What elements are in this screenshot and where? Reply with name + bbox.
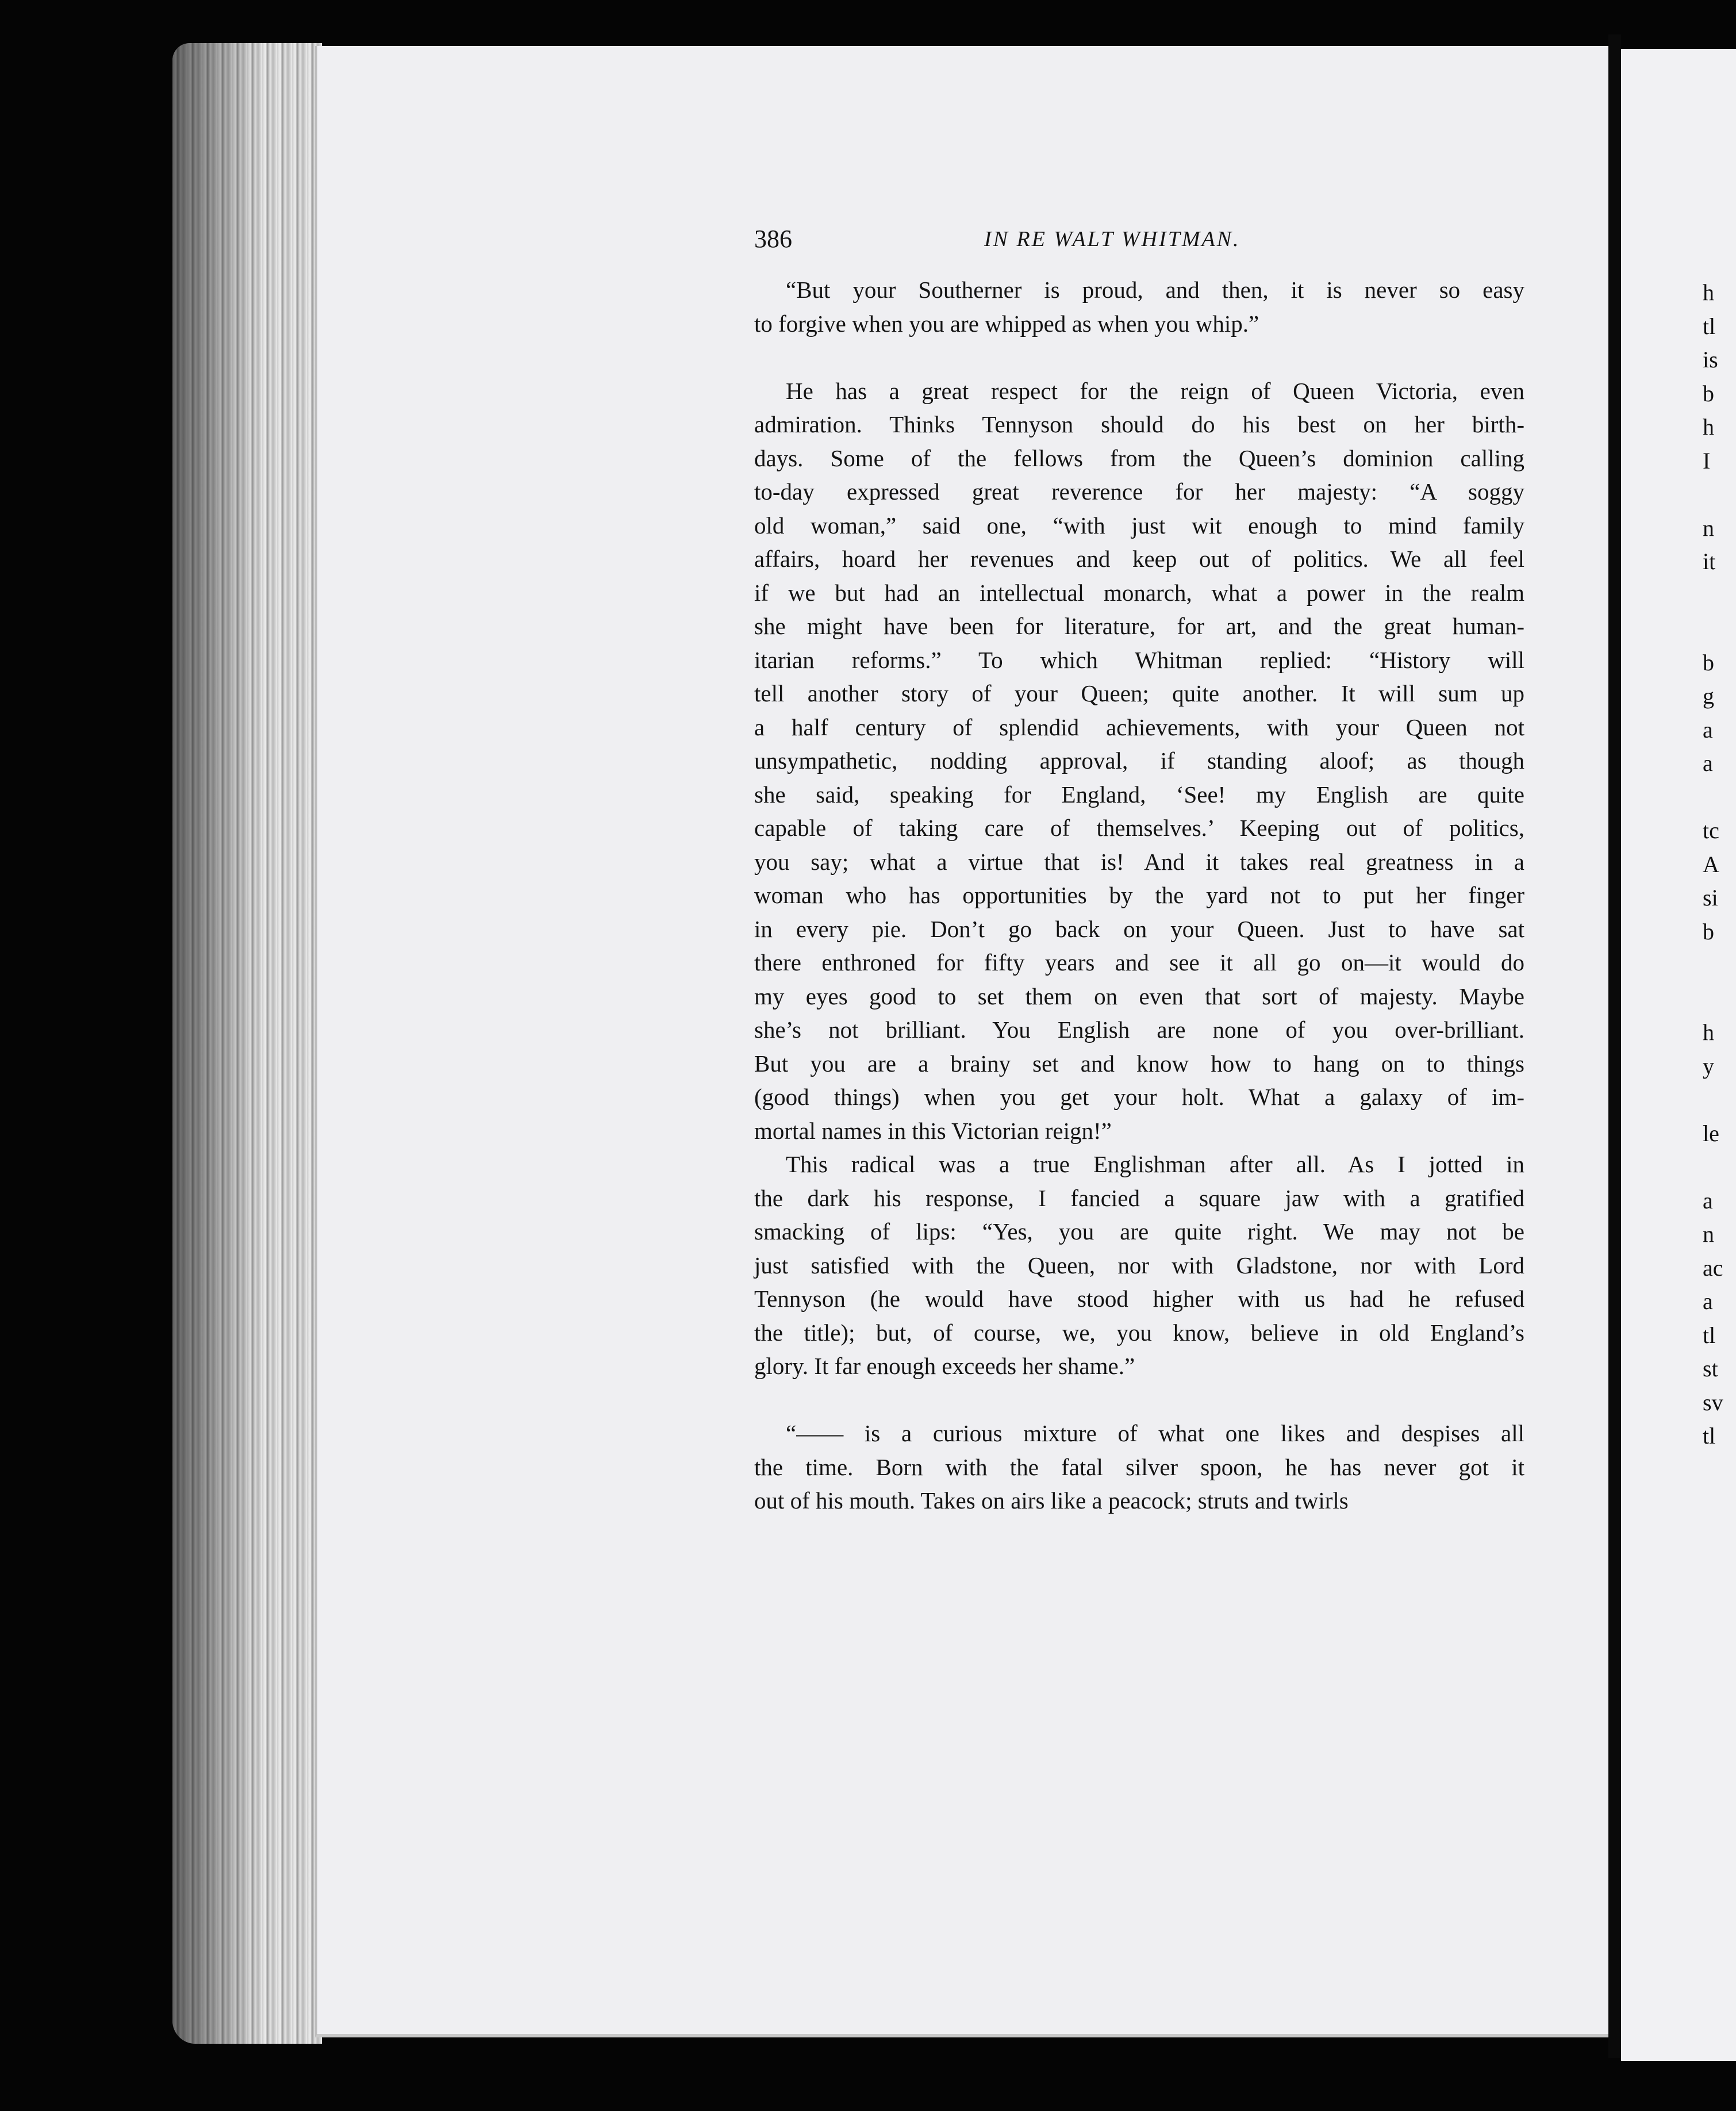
facing-fragment bbox=[1703, 781, 1736, 815]
text-line: admiration. Thinks Tennyson should do his best on her birth- bbox=[754, 411, 1524, 437]
facing-fragment: n bbox=[1703, 515, 1714, 541]
text-line: the dark his response, I fancied a square jaw with a gratified bbox=[754, 1184, 1524, 1211]
facing-fragment: n bbox=[1703, 1221, 1714, 1247]
facing-fragment bbox=[1703, 1083, 1736, 1117]
paragraph-gap bbox=[754, 340, 1524, 374]
text-line: a half century of splendid achievements, with your Queen not bbox=[754, 713, 1524, 740]
facing-fragment: h bbox=[1703, 414, 1714, 440]
text-line: my eyes good to set them on even that sort of majesty. Maybe bbox=[754, 982, 1524, 1010]
facing-fragment: le bbox=[1703, 1120, 1719, 1146]
text-line: He has a great respect for the reign of Queen Victoria, even bbox=[786, 377, 1524, 404]
facing-fragment: a bbox=[1703, 750, 1713, 776]
text-line: itarian reforms.” To which Whitman replied: “History will bbox=[754, 646, 1524, 673]
facing-fragment: ac bbox=[1703, 1254, 1723, 1281]
text-line: out of his mouth. Takes on airs like a peacock; struts and twirls bbox=[754, 1487, 1349, 1514]
facing-fragment: tl bbox=[1703, 313, 1716, 339]
facing-fragment: b bbox=[1703, 649, 1714, 675]
facing-fragment: tl bbox=[1703, 1423, 1716, 1449]
text-line: affairs, hoard her revenues and keep out of politics. We all feel bbox=[754, 546, 1524, 572]
page-body-text bbox=[754, 273, 1524, 1518]
facing-fragment bbox=[1703, 478, 1736, 512]
facing-fragment bbox=[1703, 579, 1736, 613]
text-line: just satisfied with the Queen, nor with Gladstone, nor with Lord bbox=[754, 1252, 1524, 1279]
facing-fragment: g bbox=[1703, 683, 1714, 709]
facing-fragment bbox=[1703, 982, 1736, 1016]
facing-page-text-fragments bbox=[1703, 276, 1736, 1453]
text-line: you say; what a virtue that is! And it takes real greatness in a bbox=[754, 848, 1524, 875]
text-line: tell another story of your Queen; quite another. It will sum up bbox=[754, 680, 1524, 707]
text-line: there enthroned for fifty years and see it all go on—it would do bbox=[754, 949, 1524, 976]
text-line: But you are a brainy set and know how to hang on to things bbox=[754, 1050, 1524, 1077]
facing-fragment: b bbox=[1703, 380, 1714, 406]
facing-fragment: a bbox=[1703, 716, 1713, 743]
facing-fragment: h bbox=[1703, 1019, 1714, 1045]
text-line: This radical was a true Englishman after all. As I jotted in bbox=[786, 1151, 1524, 1177]
facing-fragment: si bbox=[1703, 885, 1718, 911]
facing-fragment bbox=[1703, 612, 1736, 646]
facing-fragment bbox=[1703, 949, 1736, 982]
text-line: unsympathetic, nodding approval, if standing aloof; as though bbox=[754, 747, 1524, 774]
facing-fragment: sv bbox=[1703, 1389, 1723, 1415]
text-line: old woman,” said one, “with just wit enough to mind family bbox=[754, 512, 1524, 539]
text-line: “—— is a curious mixture of what one likes and despises all bbox=[786, 1420, 1524, 1446]
text-line: the time. Born with the fatal silver spoon, he has never got it bbox=[754, 1453, 1524, 1480]
facing-fragment: b bbox=[1703, 918, 1714, 945]
facing-fragment: a bbox=[1703, 1288, 1713, 1314]
facing-fragment bbox=[1703, 1150, 1736, 1184]
text-line: if we but had an intellectual monarch, what a power in the realm bbox=[754, 579, 1524, 606]
facing-fragment: is bbox=[1703, 347, 1718, 373]
text-line: she might have been for literature, for art, and the great human- bbox=[754, 613, 1524, 639]
facing-fragment: it bbox=[1703, 548, 1716, 574]
facing-fragment: tc bbox=[1703, 817, 1719, 843]
paragraph-gap bbox=[754, 1383, 1524, 1417]
text-line: (good things) when you get your holt. What a galaxy of im- bbox=[754, 1084, 1524, 1110]
facing-fragment: y bbox=[1703, 1053, 1714, 1079]
text-line: Tennyson (he would have stood higher with us had he refused bbox=[754, 1285, 1524, 1312]
facing-fragment: A bbox=[1703, 851, 1719, 877]
facing-fragment: I bbox=[1703, 447, 1711, 474]
text-line: to-day expressed great reverence for her majesty: “A soggy bbox=[754, 478, 1524, 505]
text-line: she said, speaking for England, ‘See! my English are quite bbox=[754, 781, 1524, 808]
page-edges-shadow bbox=[172, 43, 322, 2044]
text-line: she’s not brilliant. You English are none of you over-brilliant. bbox=[754, 1016, 1524, 1043]
facing-fragment: tl bbox=[1703, 1322, 1716, 1348]
book-gutter bbox=[1608, 34, 1621, 2058]
page-number: 386 bbox=[754, 225, 792, 253]
facing-fragment: st bbox=[1703, 1356, 1718, 1381]
running-title: IN RE WALT WHITMAN. bbox=[984, 227, 1240, 251]
facing-fragment: h bbox=[1703, 279, 1714, 305]
text-line: to forgive when you are whipped as when you whip.” bbox=[754, 310, 1259, 337]
text-line: “But your Southerner is proud, and then, it is never so easy bbox=[786, 277, 1524, 303]
page-header bbox=[754, 224, 1524, 259]
text-line: days. Some of the fellows from the Queen’s dominion calling bbox=[754, 444, 1524, 471]
text-line: mortal names in this Victorian reign!” bbox=[754, 1117, 1112, 1144]
text-line: woman who has opportunities by the yard not to put her finger bbox=[754, 882, 1524, 908]
text-line: the title); but, of course, we, you know, believe in old England’s bbox=[754, 1319, 1524, 1346]
text-line: smacking of lips: “Yes, you are quite right. We may not be bbox=[754, 1218, 1524, 1245]
facing-fragment: a bbox=[1703, 1187, 1713, 1214]
text-line: glory. It far enough exceeds her shame.” bbox=[754, 1353, 1135, 1379]
text-line: capable of taking care of themselves.’ Keeping out of politics, bbox=[754, 815, 1524, 841]
text-line: in every pie. Don’t go back on your Queen. Just to have sat bbox=[754, 915, 1524, 942]
